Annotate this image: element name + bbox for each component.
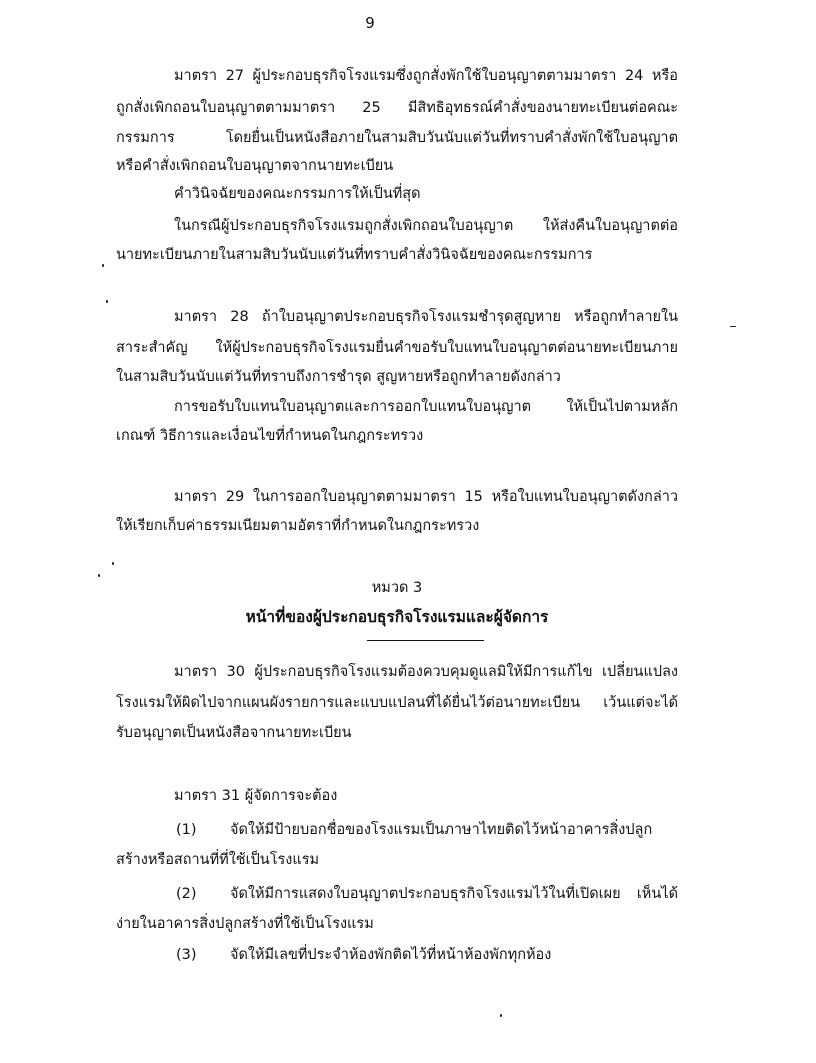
page-number: 9 bbox=[365, 14, 375, 32]
chapter-number: หมวด 3 bbox=[371, 580, 423, 596]
chapter-title: หน้าที่ของผู้ประกอบธุรกิจโรงแรมและผู้จัดการ bbox=[245, 608, 549, 626]
section-29-line-2: ให้เรียกเก็บค่าธรรมเนียมตามอัตราที่กำหนดในกฎกระทรวง bbox=[116, 518, 480, 534]
section-29-line-1: มาตรา 29 ในการออกใบอนุญาตตามมาตรา 15 หรือใบแทนใบอนุญาตดังกล่าว bbox=[174, 489, 678, 505]
section-27-paragraph-2: คำวินิจฉัยของคณะกรรมการให้เป็นที่สุด bbox=[174, 186, 421, 202]
item-2-line-2: ง่ายในอาคารสิ่งปลูกสร้างที่ใช้เป็นโรงแรม bbox=[116, 916, 374, 932]
section-28-line-2: สาระสำคัญ ให้ผู้ประกอบธุรกิจโรงแรมยื่นคำขอรับใบแทนใบอนุญาตต่อนายทะเบียนภาย bbox=[116, 340, 678, 356]
scan-speck bbox=[500, 1014, 502, 1017]
section-27-line-1: มาตรา 27 ผู้ประกอบธุรกิจโรงแรมซึ่งถูกสั่งพักใช้ใบอนุญาตตามมาตรา 24 หรือ bbox=[174, 68, 678, 84]
scan-speck bbox=[106, 300, 108, 303]
section-28-paragraph-2-line-1: การขอรับใบแทนใบอนุญาตและการออกใบแทนใบอนุญาต ให้เป็นไปตามหลัก bbox=[174, 399, 678, 415]
chapter-divider bbox=[367, 640, 484, 641]
section-27-line-3: กรรมการ โดยยื่นเป็นหนังสือภายในสามสิบวันนับแต่วันที่ทราบคำสั่งพักใช้ใบอนุญาต bbox=[116, 130, 678, 146]
scan-speck bbox=[102, 264, 104, 267]
item-1-number: (1) bbox=[176, 822, 197, 838]
section-27-paragraph-3-line-1: ในกรณีผู้ประกอบธุรกิจโรงแรมถูกสั่งเพิกถอนใบอนุญาต ให้ส่งคืนใบอนุญาตต่อ bbox=[174, 218, 678, 234]
section-27-paragraph-3-line-2: นายทะเบียนภายในสามสิบวันนับแต่วันที่ทราบคำสั่งวินิจฉัยของคณะกรรมการ bbox=[116, 247, 593, 263]
scan-speck bbox=[98, 574, 100, 577]
scan-speck bbox=[730, 326, 736, 327]
item-3-number: (3) bbox=[176, 947, 197, 963]
item-2-line-1: จัดให้มีการแสดงใบอนุญาตประกอบธุรกิจโรงแรมไว้ในที่เปิดเผย เห็นได้ bbox=[230, 886, 678, 902]
section-28-line-1: มาตรา 28 ถ้าใบอนุญาตประกอบธุรกิจโรงแรมชำรุดสูญหาย หรือถูกทำลายใน bbox=[174, 309, 678, 325]
item-2-number: (2) bbox=[176, 886, 197, 902]
section-30-line-3: รับอนุญาตเป็นหนังสือจากนายทะเบียน bbox=[116, 725, 352, 741]
item-1-line-1: จัดให้มีป้ายบอกชื่อของโรงแรมเป็นภาษาไทยติดไว้หน้าอาคารสิ่งปลูก bbox=[230, 822, 653, 838]
section-27-line-2: ถูกสั่งเพิกถอนใบอนุญาตตามมาตรา 25 มีสิทธิอุทธรณ์คำสั่งของนายทะเบียนต่อคณะ bbox=[116, 100, 678, 116]
section-27-line-4: หรือคำสั่งเพิกถอนใบอนุญาตจากนายทะเบียน bbox=[116, 158, 394, 174]
scan-speck bbox=[112, 562, 114, 565]
item-1-line-2: สร้างหรือสถานที่ที่ใช้เป็นโรงแรม bbox=[116, 852, 320, 868]
section-28-paragraph-2-line-2: เกณฑ์ วิธีการและเงื่อนไขที่กำหนดในกฎกระทรวง bbox=[116, 428, 424, 444]
section-30-line-1: มาตรา 30 ผู้ประกอบธุรกิจโรงแรมต้องควบคุมดูแลมิให้มีการแก้ไข เปลี่ยนแปลง bbox=[174, 664, 678, 680]
section-30-line-2: โรงแรมให้ผิดไปจากแผนผังรายการและแบบแปลนที่ได้ยื่นไว้ต่อนายทะเบียน เว้นแต่จะได้ bbox=[116, 695, 678, 711]
item-3-line-1: จัดให้มีเลขที่ประจำห้องพักติดไว้ที่หน้าห้องพักทุกห้อง bbox=[230, 947, 552, 963]
section-31-intro: มาตรา 31 ผู้จัดการจะต้อง bbox=[174, 788, 338, 804]
section-28-line-3: ในสามสิบวันนับแต่วันที่ทราบถึงการชำรุด สูญหายหรือถูกทำลายดังกล่าว bbox=[116, 369, 561, 385]
